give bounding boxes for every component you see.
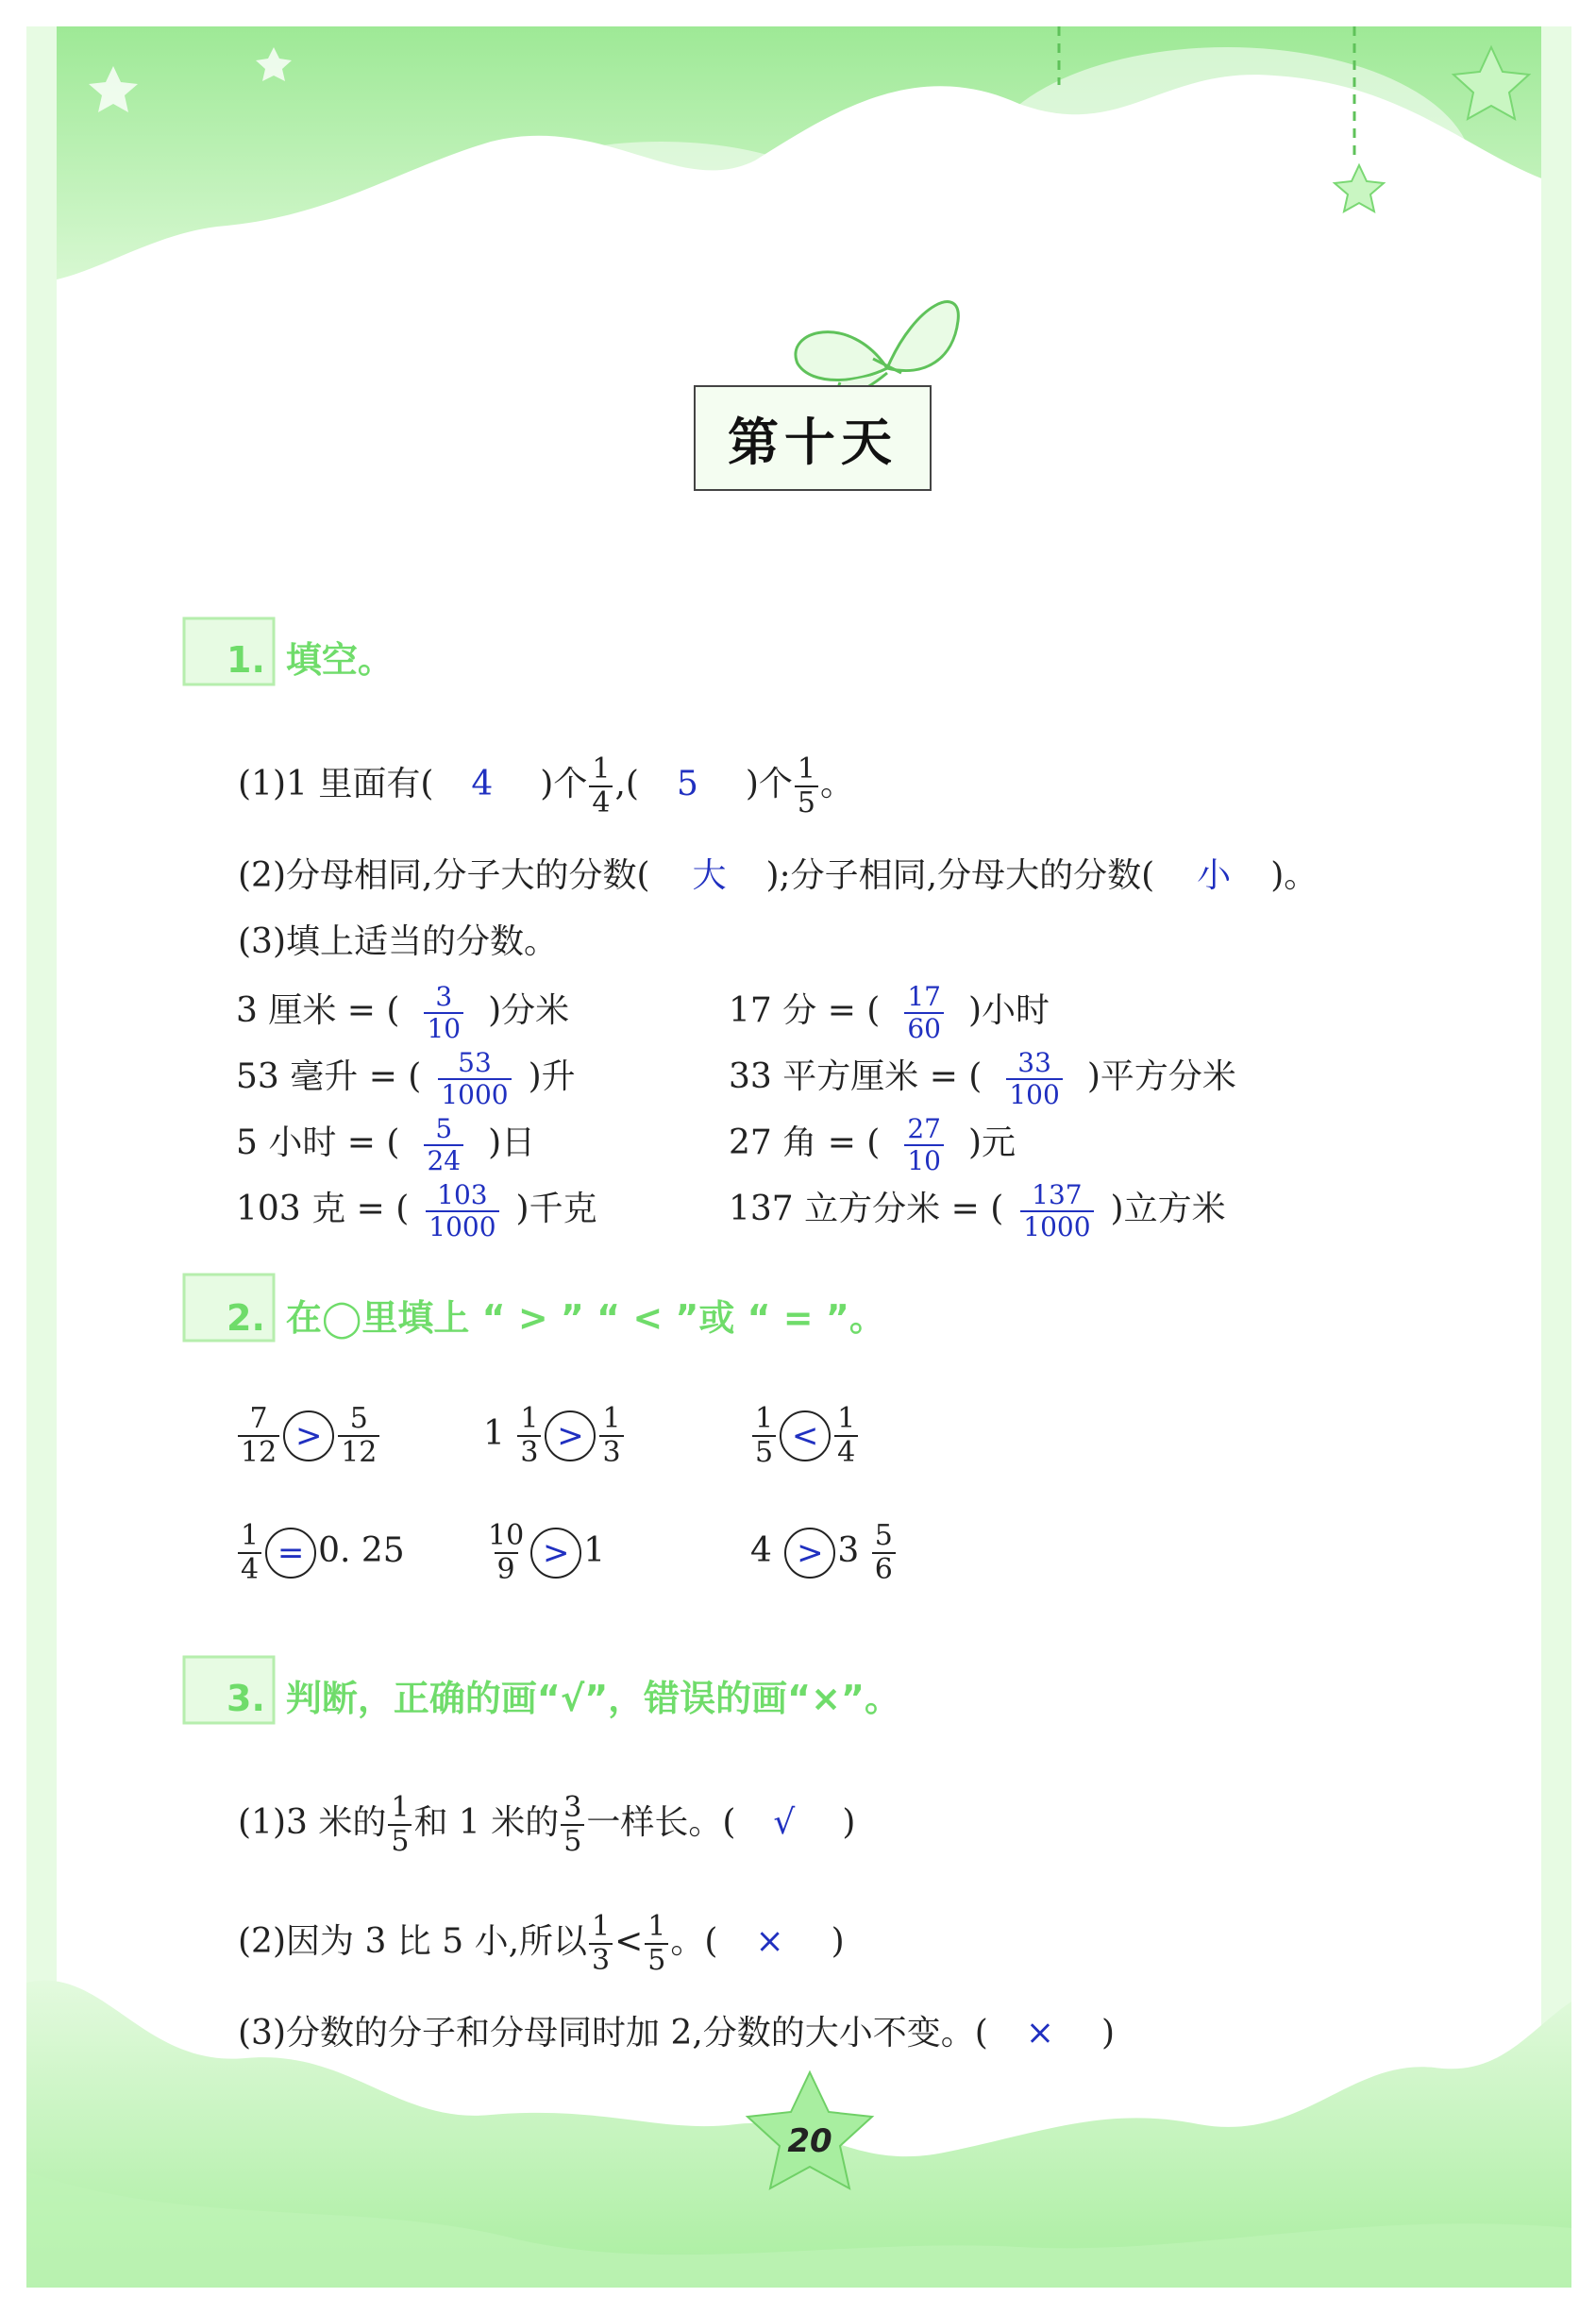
- q2-text-b: );分子相同,分母大的分数(: [765, 856, 1155, 895]
- comparison-item: $\frac{10}{9}$ > 1: [488, 1519, 606, 1586]
- conversion-item: 53 毫升 = ( $\frac{53}{1000}$ )升: [236, 1047, 576, 1110]
- sec3-q1: (1)3 米的 $\frac{1}{5}$ 和 1 米的 $\frac{3}{5}$ 一样长。( √ ): [238, 1791, 856, 1858]
- judgement-answer: ×: [755, 1922, 784, 1961]
- comparison-item: $\frac{1}{5}$ < $\frac{1}{4}$: [750, 1405, 860, 1467]
- conversion-item: 17 分 = ( $\frac{17}{60}$ )小时: [729, 981, 1050, 1044]
- q1-answer-2: 5: [676, 765, 698, 803]
- section-2-title: 在◯里填上 “ > ” “ < ”或 “ = ”。: [285, 1297, 885, 1339]
- answer-circle: >: [545, 1410, 596, 1461]
- judgement-answer: ×: [1025, 2014, 1055, 2052]
- q1-text-d: )个: [745, 765, 793, 803]
- answer-circle: >: [283, 1410, 334, 1461]
- comparison-item: $\frac{7}{12}$ > $\frac{5}{12}$: [236, 1405, 381, 1467]
- sec1-q1: [238, 752, 854, 819]
- answer-circle: >: [784, 1528, 835, 1579]
- sec3-q2: (2)因为 3 比 5 小,所以 $\frac{1}{3}$ < $\frac{1}{5}$ 。( × ): [238, 1910, 845, 1977]
- fraction: $\frac{1}{5}$: [795, 755, 818, 818]
- section-1-number: 1.: [227, 639, 265, 681]
- comparison-item: 1 $\frac{1}{3}$ > $\frac{1}{3}$: [483, 1405, 626, 1467]
- q1-text-a: (1)1 里面有(: [238, 765, 434, 803]
- q2-text-c: )。: [1270, 856, 1319, 895]
- sec3-q3: (3)分数的分子和分母同时加 2,分数的大小不变。( × ): [238, 2014, 1116, 2052]
- q2-text-a: (2)分母相同,分子大的分数(: [238, 856, 650, 895]
- conversion-item: 33 平方厘米 = ( $\frac{33}{100}$ )平方分米: [729, 1047, 1236, 1110]
- conversion-item: 103 克 = ( $\frac{103}{1000}$ )千克: [236, 1179, 597, 1242]
- section-3-heading: [227, 1669, 900, 1721]
- sec1-q3-label: (3)填上适当的分数。: [238, 922, 558, 961]
- section-2-number: 2.: [227, 1297, 265, 1339]
- conversion-item: 3 厘米 = ( $\frac{3}{10}$ )分米: [236, 981, 570, 1044]
- q2-answer-2: 小: [1197, 856, 1232, 895]
- judgement-answer: √: [773, 1803, 796, 1842]
- comparison-item: $\frac{1}{4}$ = 0. 25: [236, 1522, 405, 1584]
- section-3-title: 判断，正确的画“√”，错误的画“×”。: [285, 1678, 900, 1719]
- section-3-number: 3.: [227, 1678, 265, 1719]
- section-1-title: 填空。: [285, 639, 394, 681]
- page-number: 20: [787, 2122, 832, 2160]
- conversion-item: 137 立方分米 = ( $\frac{137}{1000}$ )立方米: [729, 1179, 1226, 1242]
- conversion-item: 27 角 = ( $\frac{27}{10}$ )元: [729, 1113, 1016, 1176]
- answer-circle: <: [780, 1410, 831, 1461]
- section-1-heading: [227, 631, 394, 683]
- q1-answer-1: 4: [471, 765, 494, 803]
- conversion-item: 5 小时 = ( $\frac{5}{24}$ )日: [236, 1113, 536, 1176]
- comparison-item: 4 > 3 $\frac{5}{6}$: [750, 1522, 898, 1584]
- q1-text-c: ,(: [614, 765, 639, 803]
- answer-circle: >: [530, 1528, 581, 1579]
- sec1-q2: [238, 856, 1319, 895]
- q1-text-e: 。: [819, 765, 854, 803]
- page-title: 第十天: [694, 385, 932, 491]
- q2-answer-1: 大: [692, 856, 727, 895]
- fraction: $\frac{1}{4}$: [589, 755, 613, 818]
- answer-circle: =: [265, 1528, 316, 1579]
- section-2-heading: [227, 1289, 885, 1341]
- q1-text-b: )个: [540, 765, 588, 803]
